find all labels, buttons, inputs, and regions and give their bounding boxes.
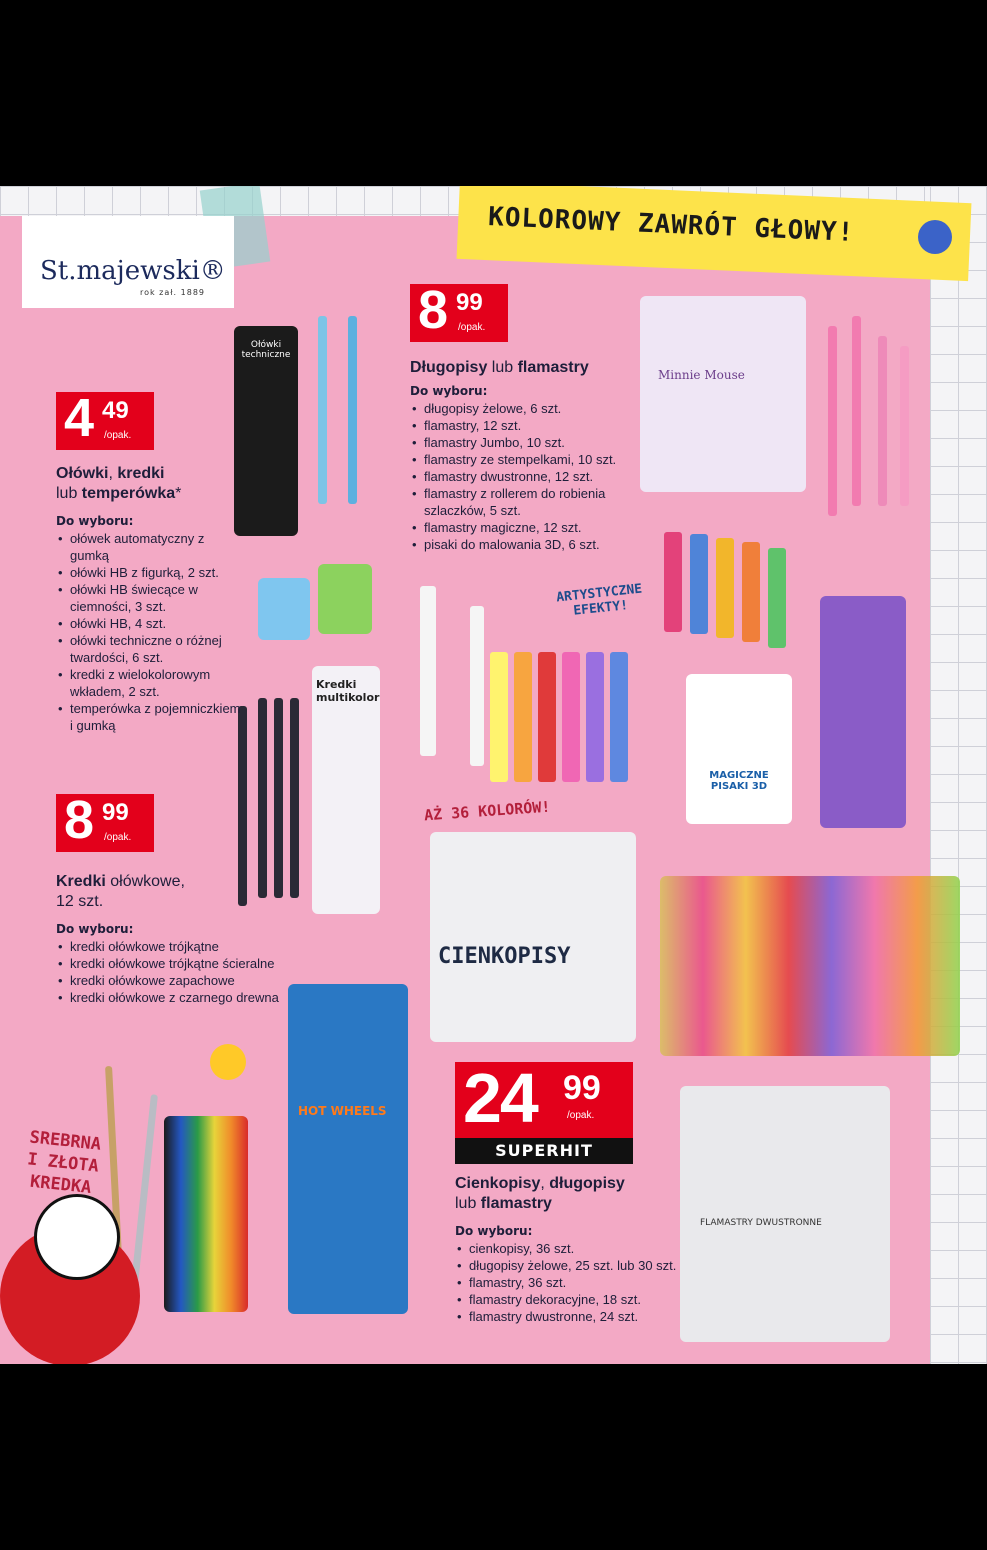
title-bold: Cienkopisy <box>455 1175 541 1192</box>
black-pencil <box>238 706 247 906</box>
option-item: • temperówka z pojemniczkiem i gumką <box>70 700 246 734</box>
title-text: * <box>175 485 182 502</box>
pack-label: MAGICZNE PISAKI 3D <box>709 770 769 792</box>
option-item: • kredki ołówkowe zapachowe <box>70 972 282 989</box>
title-bold: flamastry <box>517 359 589 376</box>
roller-marker <box>538 652 556 782</box>
product-olowki-techniczne <box>234 326 298 536</box>
offer-4-options <box>455 1240 689 1325</box>
product-kredki-kolorowe <box>164 1116 248 1312</box>
black-pencil <box>274 698 283 898</box>
product-cienkopisy-36 <box>430 832 636 1042</box>
gel-pen <box>852 316 861 506</box>
title-bold: kredki <box>117 465 165 482</box>
stamp-marker <box>768 548 786 648</box>
gel-pen <box>878 336 887 506</box>
option-item: • flamastry magiczne, 12 szt. <box>424 519 652 536</box>
roller-marker <box>610 652 628 782</box>
option-item: • cienkopisy, 36 szt. <box>469 1240 689 1257</box>
price-cents: 99 <box>102 799 129 826</box>
price-unit: /opak. <box>104 832 132 843</box>
price-main: 8 <box>418 280 447 340</box>
option-item: • pisaki do malowania 3D, 6 szt. <box>424 536 652 553</box>
price-tag-2 <box>56 790 154 852</box>
option-item: • flamastry dwustronne, 24 szt. <box>469 1308 689 1325</box>
price-cents: 99 <box>563 1069 601 1107</box>
product-hot-wheels-kredki <box>288 984 408 1314</box>
offer-3-title <box>410 358 650 378</box>
price-tag-1 <box>56 388 154 450</box>
roller-marker <box>586 652 604 782</box>
price-tag-4 <box>455 1059 633 1138</box>
title-bold: Kredki <box>56 873 106 890</box>
option-item: • flamastry, 12 szt. <box>424 417 652 434</box>
black-pencil <box>290 698 299 898</box>
stamp-marker <box>690 534 708 634</box>
leaflet-page <box>0 186 987 1364</box>
option-item: • ołówki HB z figurką, 2 szt. <box>70 564 246 581</box>
option-item: • flamastry z rollerem do robienia szlaczków, 5 szt. <box>424 485 652 519</box>
option-item: • długopisy żelowe, 25 szt. lub 30 szt. <box>469 1257 689 1274</box>
ladybug-face-icon <box>34 1194 120 1280</box>
price-cents: 99 <box>456 289 483 316</box>
title-bold: Ołówki <box>56 465 109 482</box>
brand-logo-sub: rok zał. 1889 <box>140 288 206 297</box>
pack-label: HOT WHEELS <box>298 1104 387 1118</box>
product-fineliners-fan <box>660 876 960 1056</box>
kiss-emoji-icon <box>210 1044 246 1080</box>
price-main: 4 <box>64 388 93 448</box>
pack-label: CIENKOPISY <box>438 944 571 969</box>
offer-2-list-head: Do wyboru: <box>56 922 134 936</box>
title-text: lub <box>487 359 518 376</box>
offer-1-list-head: Do wyboru: <box>56 514 134 528</box>
option-item: • ołówki HB świecące w ciemności, 3 szt. <box>70 581 246 615</box>
pack-label: Minnie Mouse <box>658 368 745 382</box>
option-item: • kredki ołówkowe trójkątne <box>70 938 282 955</box>
stamp-marker <box>716 538 734 638</box>
option-item: • flamastry Jumbo, 10 szt. <box>424 434 652 451</box>
title-text: , <box>108 465 118 482</box>
offer-1-title <box>56 464 236 504</box>
stamp-marker <box>742 542 760 642</box>
roller-marker <box>490 652 508 782</box>
stamp-marker <box>664 532 682 632</box>
title-bold: Długopisy <box>410 359 488 376</box>
title-text: lub <box>455 1195 481 1212</box>
option-item: • ołówki techniczne o różnej twardości, 6 szt. <box>70 632 246 666</box>
option-item: • kredki ołówkowe z czarnego drewna <box>70 989 282 1006</box>
callout-artistic: ARTYSTYCZNE EFEKTY! <box>555 581 643 619</box>
offer-1-options <box>56 530 246 734</box>
brand-logo: St.majewski® <box>40 256 226 286</box>
headline-text: KOLOROWY ZAWRÓT GŁOWY! <box>487 202 855 248</box>
price-unit: /opak. <box>567 1110 595 1121</box>
product-flamastry-dwustronne <box>680 1086 890 1342</box>
option-item: • długopisy żelowe, 6 szt. <box>424 400 652 417</box>
callout-silver-gold: SREBRNA I ZŁOTA KREDKA <box>26 1127 102 1199</box>
offer-4-title <box>455 1174 675 1214</box>
option-item: • flamastry dekoracyjne, 18 szt. <box>469 1291 689 1308</box>
title-text: ołówkowe, <box>105 873 185 890</box>
offer-3-list-head: Do wyboru: <box>410 384 488 398</box>
option-item: • kredki ołówkowe trójkątne ścieralne <box>70 955 282 972</box>
title-bold: flamastry <box>480 1195 552 1212</box>
product-kredki-multikolor <box>312 666 380 914</box>
price-main: 8 <box>64 790 93 850</box>
roller-marker <box>562 652 580 782</box>
black-pencil <box>258 698 267 898</box>
gel-pen <box>900 346 909 506</box>
roller-marker <box>514 652 532 782</box>
title-bold: długopisy <box>549 1175 625 1192</box>
price-tag-3 <box>410 280 508 342</box>
offer-2-title <box>56 872 236 912</box>
pushpin-icon <box>918 220 952 254</box>
option-item: • ołówki HB, 4 szt. <box>70 615 246 632</box>
title-text: lub <box>56 485 82 502</box>
title-text: 12 szt. <box>56 893 104 910</box>
option-item: • flamastry, 36 szt. <box>469 1274 689 1291</box>
superhit-badge: SUPERHIT <box>455 1138 633 1164</box>
product-dwustronne-minnie <box>820 596 906 828</box>
option-item: • ołówek automatyczny z gumką <box>70 530 246 564</box>
price-cents: 49 <box>102 397 129 424</box>
offer-2-options <box>56 938 282 1006</box>
pack-label: FLAMASTRY DWUSTRONNE <box>700 1218 822 1228</box>
product-minnie-flamastry <box>640 296 806 492</box>
product-temperowka-green <box>318 564 372 634</box>
option-item: • flamastry ze stempelkami, 10 szt. <box>424 451 652 468</box>
option-item: • kredki z wielokolorowym wkładem, 2 szt. <box>70 666 246 700</box>
pencil-figurine <box>348 316 357 504</box>
offer-4-list-head: Do wyboru: <box>455 1224 533 1238</box>
jumbo-marker <box>420 586 436 756</box>
product-temperowka-blue <box>258 578 310 640</box>
title-bold: temperówka <box>81 485 176 502</box>
gel-pen <box>828 326 837 516</box>
pack-label: Ołówki techniczne <box>241 340 291 360</box>
callout-36-colors: AŻ 36 KOLORÓW! <box>423 797 551 825</box>
price-main: 24 <box>463 1059 537 1137</box>
product-pisaki-3d <box>686 674 792 824</box>
pack-label: Kredki multikolor <box>316 678 380 704</box>
option-item: • flamastry dwustronne, 12 szt. <box>424 468 652 485</box>
grid-paper-right <box>930 186 987 1364</box>
offer-3-options <box>410 400 652 553</box>
pencil-figurine <box>318 316 327 504</box>
jumbo-marker <box>470 606 484 766</box>
price-unit: /opak. <box>458 322 486 333</box>
title-text: , <box>540 1175 550 1192</box>
price-unit: /opak. <box>104 430 132 441</box>
